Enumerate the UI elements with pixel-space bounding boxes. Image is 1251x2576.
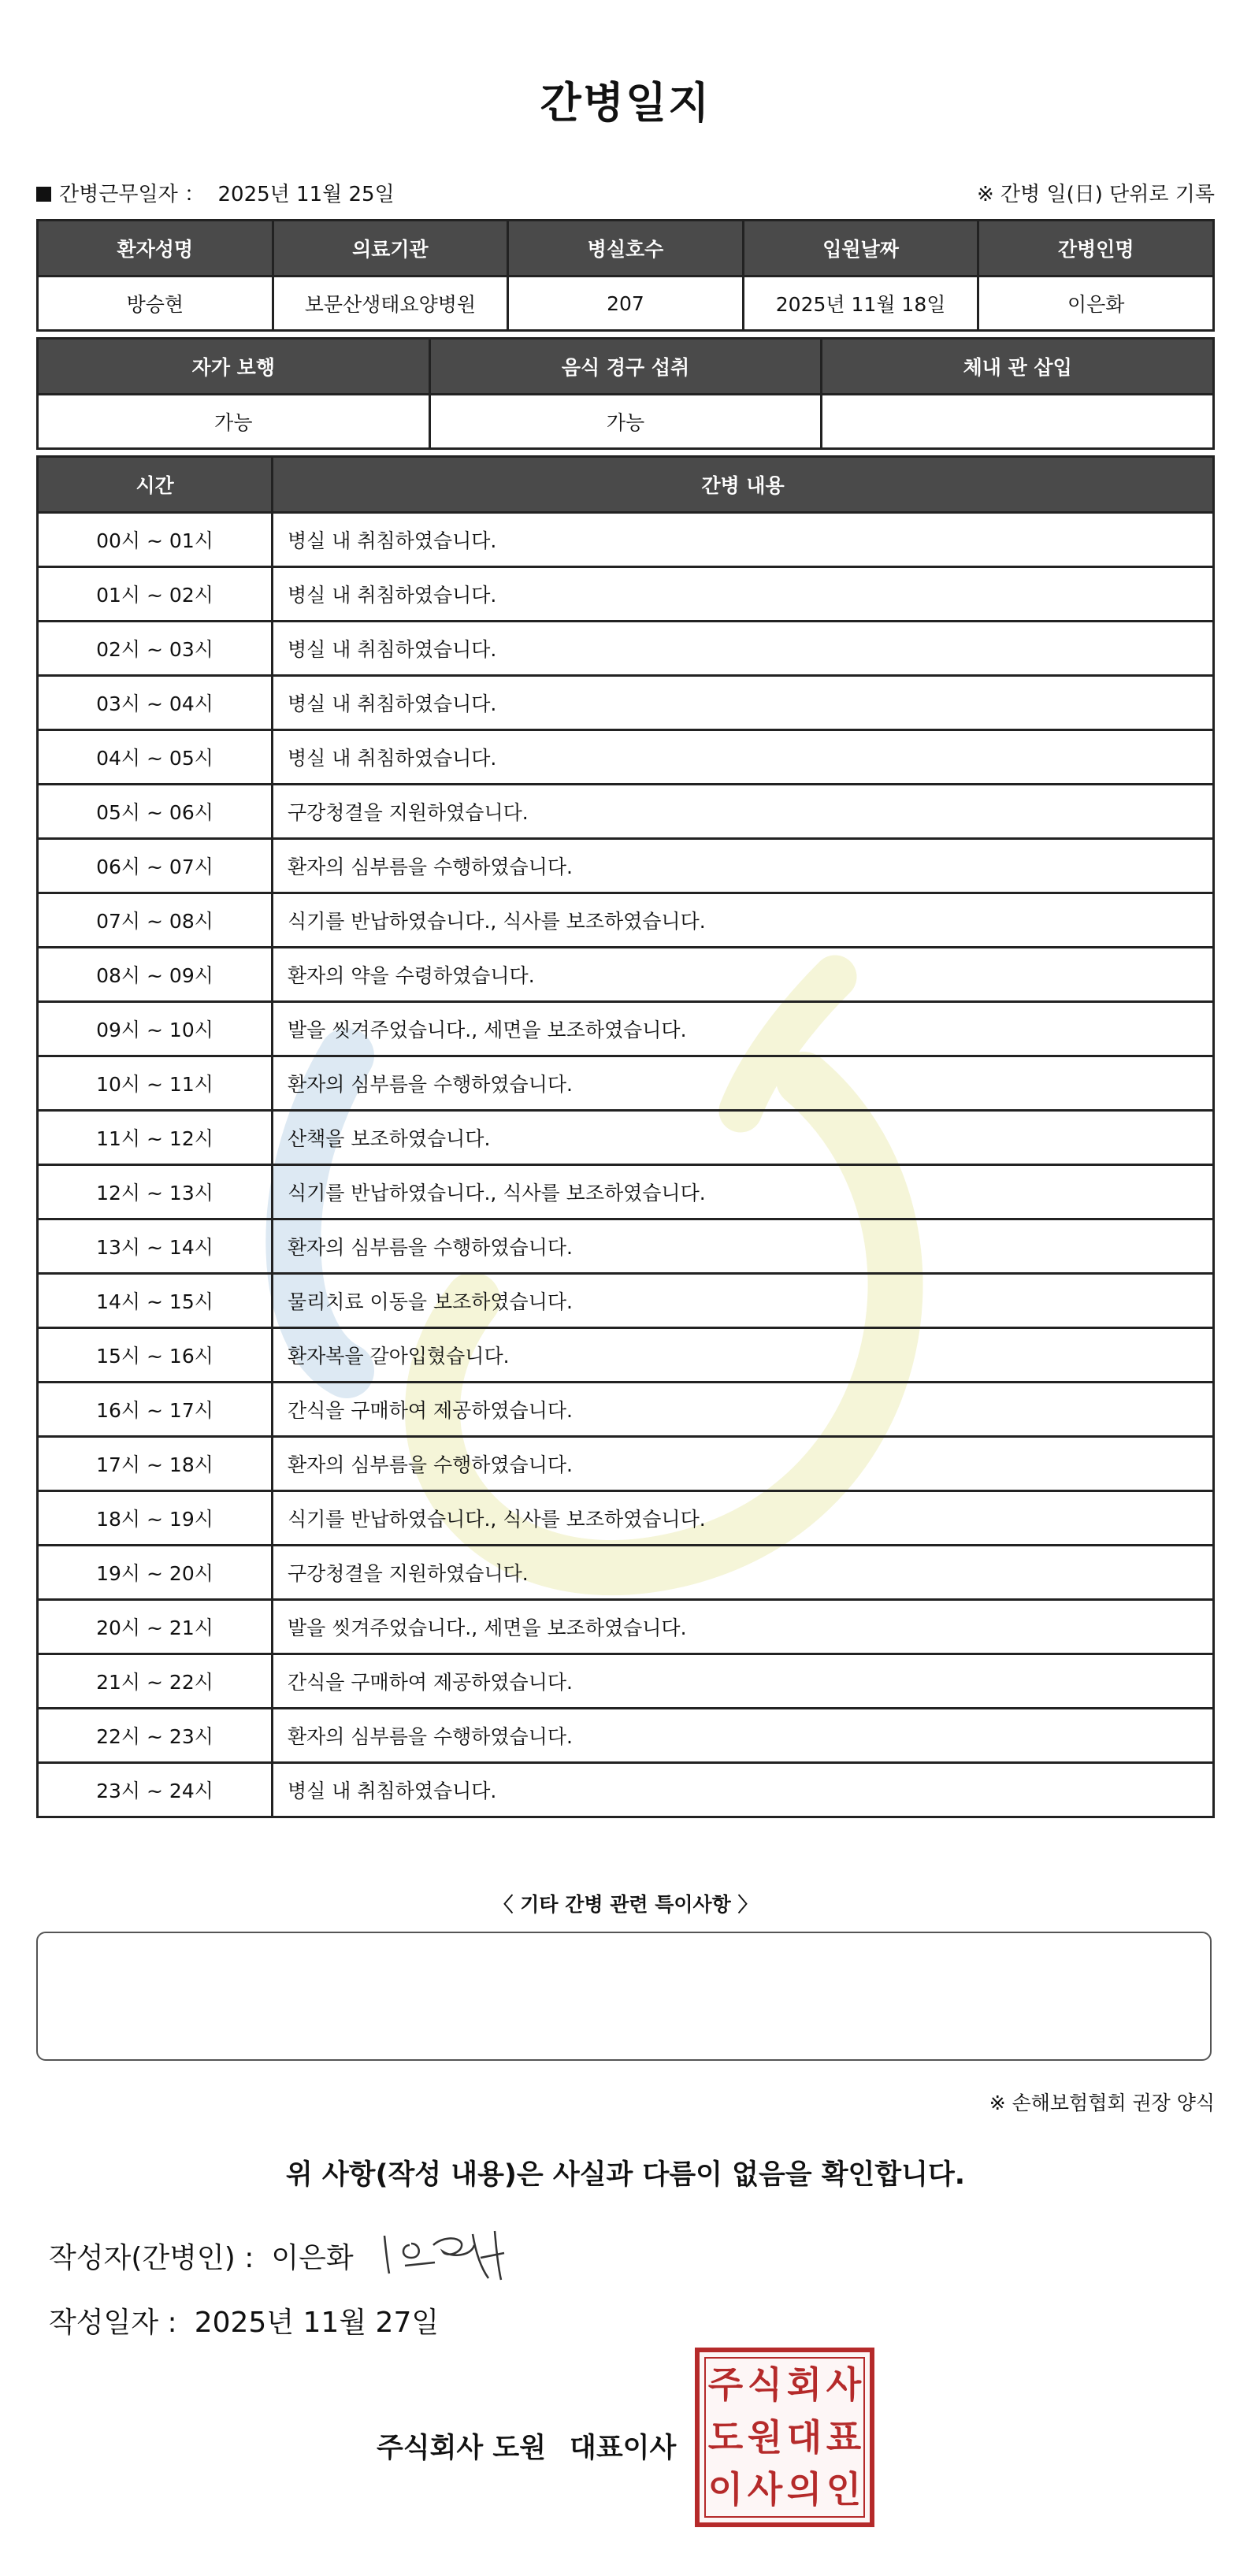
log-content: 구강청결을 지원하였습니다. <box>273 785 1214 839</box>
write-date-label: 작성일자 : <box>49 2307 177 2339</box>
log-time: 17시 ~ 18시 <box>38 1437 273 1491</box>
log-content: 병실 내 취침하였습니다. <box>273 1763 1214 1817</box>
table-row <box>38 785 1214 839</box>
log-content: 환자복을 갈아입혔습니다. <box>273 1328 1214 1383</box>
table-row <box>38 1654 1214 1709</box>
table-row <box>38 1002 1214 1056</box>
log-time: 13시 ~ 14시 <box>38 1219 273 1274</box>
tube-insertion <box>822 395 1214 449</box>
patient-ability-table <box>36 337 1215 450</box>
log-time: 05시 ~ 06시 <box>38 785 273 839</box>
work-date-label: 간병근무일자 ： <box>59 183 205 206</box>
log-time: 06시 ~ 07시 <box>38 839 273 893</box>
log-time: 07시 ~ 08시 <box>38 893 273 948</box>
table-row <box>38 893 1214 948</box>
log-time: 08시 ~ 09시 <box>38 948 273 1002</box>
seal-char: 식 <box>747 2363 783 2407</box>
header-oral-intake: 음식 경구 섭취 <box>429 339 822 395</box>
log-content: 환자의 약을 수령하였습니다. <box>273 948 1214 1002</box>
log-time: 01시 ~ 02시 <box>38 567 273 622</box>
table-row <box>38 676 1214 730</box>
log-time: 10시 ~ 11시 <box>38 1056 273 1111</box>
table-row <box>38 1383 1214 1437</box>
seal-char: 주 <box>707 2363 744 2407</box>
writer-name: 이은화 <box>271 2242 354 2274</box>
table-header-row <box>38 457 1214 513</box>
table-row <box>38 1491 1214 1546</box>
log-time: 23시 ~ 24시 <box>38 1763 273 1817</box>
log-content: 식기를 반납하였습니다., 식사를 보조하였습니다. <box>273 1165 1214 1219</box>
seal-char: 의 <box>786 2468 822 2511</box>
company-name: 주식회사 도원 <box>377 2433 547 2464</box>
seal-char: 대 <box>786 2415 822 2459</box>
seal-char: 도 <box>707 2415 744 2459</box>
header-caregiver-name: 간병인명 <box>978 221 1214 277</box>
log-time: 02시 ~ 03시 <box>38 622 273 676</box>
table-row <box>38 567 1214 622</box>
log-time: 21시 ~ 22시 <box>38 1654 273 1709</box>
log-content: 구강청결을 지원하였습니다. <box>273 1546 1214 1600</box>
seal-char: 원 <box>747 2415 783 2459</box>
log-content: 환자의 심부름을 수행하였습니다. <box>273 1437 1214 1491</box>
table-row <box>38 1165 1214 1219</box>
log-time: 15시 ~ 16시 <box>38 1328 273 1383</box>
seal-char: 사 <box>826 2363 862 2407</box>
table-row <box>38 1274 1214 1328</box>
writer-line <box>49 2236 354 2276</box>
special-notes-title: 〈 기타 간병 관련 특이사항 〉 <box>493 1893 758 1916</box>
self-walking: 가능 <box>38 395 430 449</box>
header-admission-date: 입원날짜 <box>743 221 978 277</box>
log-content: 병실 내 취침하였습니다. <box>273 513 1214 567</box>
table-row <box>38 622 1214 676</box>
seal-char: 사 <box>747 2468 783 2511</box>
table-row <box>38 277 1214 331</box>
log-time: 04시 ~ 05시 <box>38 730 273 785</box>
table-row <box>38 1546 1214 1600</box>
table-row <box>38 1709 1214 1763</box>
write-date: 2025년 11월 27일 <box>194 2307 440 2339</box>
table-row <box>38 1763 1214 1817</box>
table-row <box>38 395 1214 449</box>
institution: 보문산생태요양병원 <box>273 277 508 331</box>
seal-char: 인 <box>826 2468 862 2511</box>
log-content: 병실 내 취침하였습니다. <box>273 622 1214 676</box>
seal-row <box>706 2359 863 2411</box>
log-content: 병실 내 취침하였습니다. <box>273 730 1214 785</box>
log-content: 산책을 보조하였습니다. <box>273 1111 1214 1165</box>
header-room-number: 병실호수 <box>508 221 744 277</box>
log-time: 16시 ~ 17시 <box>38 1383 273 1437</box>
room-number: 207 <box>508 277 744 331</box>
table-row <box>38 839 1214 893</box>
log-content: 발을 씻겨주었습니다., 세면을 보조하였습니다. <box>273 1600 1214 1654</box>
header-care-content: 간병 내용 <box>273 457 1214 513</box>
table-header-row <box>38 339 1214 395</box>
special-notes-box <box>36 1932 1212 2061</box>
log-time: 14시 ~ 15시 <box>38 1274 273 1328</box>
log-content: 병실 내 취침하였습니다. <box>273 567 1214 622</box>
handwritten-signature-icon <box>370 2222 520 2285</box>
square-bullet-icon <box>36 187 51 202</box>
log-content: 식기를 반납하였습니다., 식사를 보조하였습니다. <box>273 893 1214 948</box>
oral-intake: 가능 <box>429 395 822 449</box>
admission-date: 2025년 11월 18일 <box>743 277 978 331</box>
log-content: 병실 내 취침하였습니다. <box>273 676 1214 730</box>
log-content: 환자의 심부름을 수행하였습니다. <box>273 839 1214 893</box>
write-date-line <box>49 2300 439 2340</box>
company-line <box>377 2426 676 2466</box>
representative-title: 대표이사 <box>570 2433 677 2464</box>
document-title: 간병일지 <box>540 78 711 128</box>
seal-text <box>704 2357 865 2518</box>
log-time: 03시 ~ 04시 <box>38 676 273 730</box>
log-time: 12시 ~ 13시 <box>38 1165 273 1219</box>
log-time: 19시 ~ 20시 <box>38 1546 273 1600</box>
log-content: 간식을 구매하여 제공하였습니다. <box>273 1383 1214 1437</box>
header-patient-name: 환자성명 <box>38 221 273 277</box>
table-row <box>38 730 1214 785</box>
seal-char: 표 <box>826 2415 862 2459</box>
seal-char: 이 <box>707 2468 744 2511</box>
writer-label: 작성자(간병인) : <box>49 2242 254 2274</box>
log-time: 20시 ~ 21시 <box>38 1600 273 1654</box>
log-content: 간식을 구매하여 제공하였습니다. <box>273 1654 1214 1709</box>
log-time: 09시 ~ 10시 <box>38 1002 273 1056</box>
patient-info-table <box>36 219 1215 332</box>
table-row <box>38 1056 1214 1111</box>
log-content: 환자의 심부름을 수행하였습니다. <box>273 1056 1214 1111</box>
record-note: ※ 간병 일(日) 단위로 기록 <box>976 183 1215 206</box>
table-row <box>38 1111 1214 1165</box>
header-time: 시간 <box>38 457 273 513</box>
recommend-note: ※ 손해보험협회 권장 양식 <box>989 2092 1215 2114</box>
work-date-line <box>36 178 395 207</box>
log-content: 식기를 반납하였습니다., 식사를 보조하였습니다. <box>273 1491 1214 1546</box>
table-row <box>38 1328 1214 1383</box>
log-content: 발을 씻겨주었습니다., 세면을 보조하였습니다. <box>273 1002 1214 1056</box>
care-log-body <box>38 513 1214 1817</box>
work-date: 2025년 11월 25일 <box>217 183 395 206</box>
header-institution: 의료기관 <box>273 221 508 277</box>
company-seal-stamp <box>695 2348 874 2527</box>
header-tube-insertion: 체내 관 삽입 <box>822 339 1214 395</box>
care-log-table <box>36 455 1215 1818</box>
log-time: 00시 ~ 01시 <box>38 513 273 567</box>
header-self-walking: 자가 보행 <box>38 339 430 395</box>
table-header-row <box>38 221 1214 277</box>
seal-char: 회 <box>786 2363 822 2407</box>
table-row <box>38 1437 1214 1491</box>
seal-row <box>706 2463 863 2516</box>
log-time: 18시 ~ 19시 <box>38 1491 273 1546</box>
patient-name: 방승현 <box>38 277 273 331</box>
log-content: 환자의 심부름을 수행하였습니다. <box>273 1219 1214 1274</box>
table-row <box>38 948 1214 1002</box>
table-row <box>38 513 1214 567</box>
caregiver-name: 이은화 <box>978 277 1214 331</box>
log-time: 11시 ~ 12시 <box>38 1111 273 1165</box>
table-row <box>38 1219 1214 1274</box>
table-row <box>38 1600 1214 1654</box>
log-content: 환자의 심부름을 수행하였습니다. <box>273 1709 1214 1763</box>
confirmation-statement: 위 사항(작성 내용)은 사실과 다름이 없음을 확인합니다. <box>285 2159 966 2191</box>
log-time: 22시 ~ 23시 <box>38 1709 273 1763</box>
seal-row <box>706 2411 863 2464</box>
log-content: 물리치료 이동을 보조하였습니다. <box>273 1274 1214 1328</box>
